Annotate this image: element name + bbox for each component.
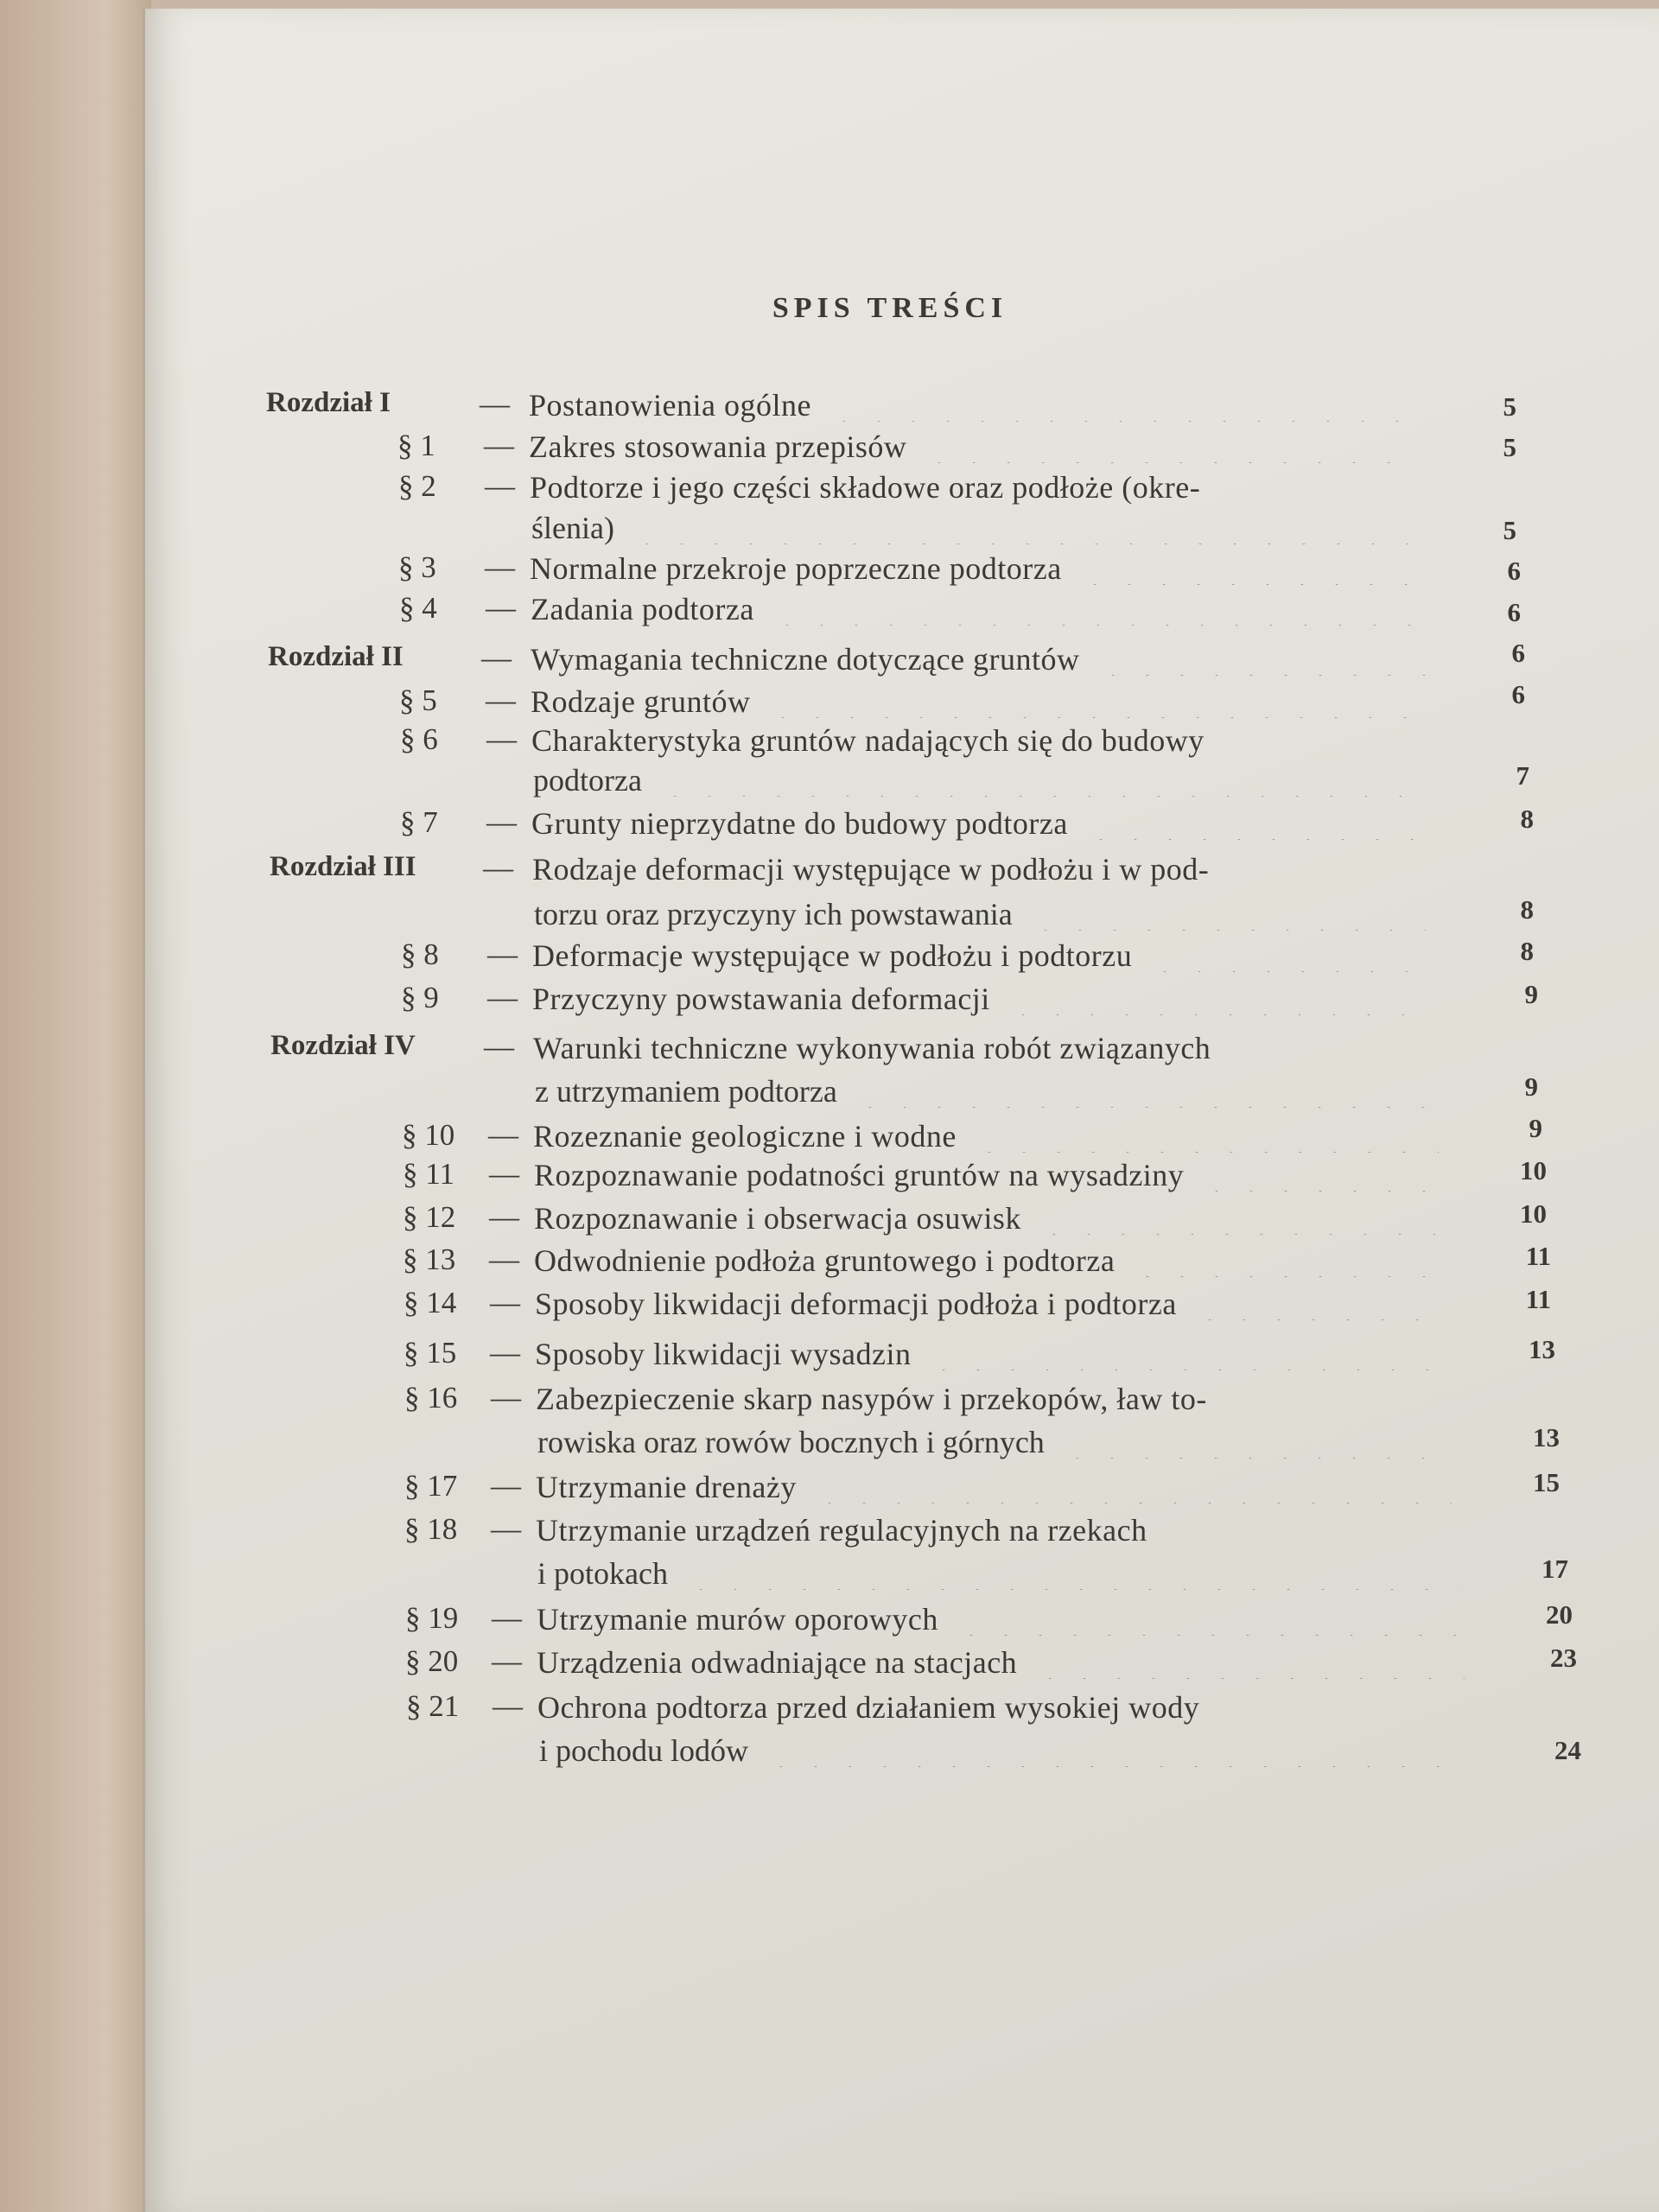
dot-leader — [1006, 981, 1434, 1015]
toc-entry-title: Warunki techniczne wykonywania robót związanych — [533, 1031, 1211, 1065]
dot-leader — [926, 1336, 1447, 1370]
dot-leader — [1037, 1200, 1443, 1235]
dot-leader — [1077, 550, 1417, 585]
toc-dash: — — [487, 938, 518, 971]
toc-entry-title: Odwodnienie podłoża gruntowego i podtorza — [534, 1243, 1116, 1278]
toc-entry-title: Zadania podtorza — [531, 592, 754, 626]
toc-dash: — — [491, 1512, 521, 1546]
toc-entry-label: § 11 — [403, 1157, 454, 1191]
toc-entry-title-continued: i pochodu lodów — [539, 1733, 748, 1768]
toc-dash: — — [491, 1381, 521, 1414]
toc-entry-title-continued: i potokach — [537, 1556, 668, 1591]
dot-leader — [766, 683, 1421, 718]
toc-page-number: 7 — [1516, 760, 1529, 791]
toc-entry-title: Grunty nieprzydatne do budowy podtorza — [531, 806, 1068, 841]
toc-entry-title-continued: ślenia) — [531, 511, 614, 545]
toc-section-entry — [0, 429, 1659, 472]
toc-entry-label: § 2 — [398, 469, 436, 503]
dot-leader — [658, 762, 1426, 797]
toc-dash: — — [491, 1469, 521, 1503]
toc-entry-title: Ochrona podtorza przed działaniem wysokiej wody — [537, 1690, 1200, 1725]
toc-entry-label: § 13 — [403, 1243, 456, 1276]
dot-leader — [770, 591, 1417, 626]
toc-dash: — — [489, 1243, 519, 1276]
toc-dash: — — [484, 429, 514, 462]
toc-section-entry — [0, 1689, 1659, 1732]
toc-page-number: 6 — [1511, 638, 1525, 668]
dot-leader — [922, 429, 1408, 463]
dot-leader — [1096, 641, 1426, 676]
dot-leader — [1084, 805, 1434, 840]
toc-chapter-entry — [0, 1030, 1659, 1073]
toc-dash: — — [485, 469, 515, 503]
toc-dash: — — [484, 1030, 514, 1064]
toc-entry-title: Normalne przekroje poprzeczne podtorza — [530, 551, 1062, 586]
toc-entry-title: Rozpoznawanie podatności gruntów na wysadziny — [534, 1158, 1185, 1192]
toc-entry-title: Sposoby likwidacji wysadzin — [535, 1337, 912, 1371]
dot-leader — [1147, 938, 1434, 972]
toc-entry-label: § 21 — [406, 1689, 460, 1723]
toc-entry-title: Wymagania techniczne dotyczące gruntów — [531, 642, 1080, 677]
toc-entry-title: Urządzenia odwadniające na stacjach — [537, 1645, 1018, 1680]
toc-dash: — — [483, 851, 513, 885]
dot-leader — [812, 1469, 1452, 1503]
toc-entry-label: § 10 — [402, 1118, 455, 1152]
toc-page-number: 8 — [1520, 804, 1534, 834]
dot-leader — [1060, 1424, 1452, 1459]
dot-leader — [1130, 1243, 1443, 1277]
dot-leader — [1199, 1157, 1439, 1192]
toc-entry-title: Rodzaje deformacji występujące w podłożu i w pod- — [532, 852, 1210, 887]
toc-entry-label: § 20 — [405, 1644, 459, 1678]
toc-dash: — — [490, 1286, 520, 1319]
toc-entry-label: Rozdział III — [270, 851, 416, 882]
toc-entry-label: § 3 — [398, 550, 436, 584]
toc-page-number: 13 — [1533, 1422, 1560, 1452]
toc-entry-label: § 16 — [404, 1381, 458, 1414]
toc-page-number: 9 — [1524, 979, 1538, 1009]
toc-entry-title: Zabezpieczenie skarp nasypów i przekopów, ław to- — [536, 1382, 1207, 1416]
toc-entry-title-continued: rowiska oraz rowów bocznych i górnych — [537, 1425, 1045, 1459]
toc-dash: — — [489, 1200, 519, 1234]
toc-page-number: 24 — [1554, 1735, 1581, 1765]
page-title: SPIS TREŚCI — [772, 292, 1008, 324]
toc-dash: — — [492, 1644, 522, 1678]
toc-dash: — — [486, 683, 516, 717]
toc-page-number: 23 — [1550, 1643, 1577, 1673]
toc-entry-label: Rozdział I — [266, 387, 391, 418]
toc-page-number: 6 — [1507, 597, 1521, 627]
toc-dash: — — [486, 722, 517, 756]
toc-page-number: 5 — [1503, 515, 1516, 545]
toc-entry-label: Rozdział II — [268, 641, 404, 672]
toc-section-entry — [0, 722, 1659, 766]
toc-entry-label: § 4 — [399, 591, 437, 625]
toc-entry-title: Postanowienia ogólne — [529, 388, 811, 423]
toc-page-number: 5 — [1503, 391, 1516, 422]
toc-page-number: 8 — [1520, 936, 1534, 966]
toc-section-entry — [0, 1381, 1659, 1424]
toc-entry-title: Podtorze i jego części składowe oraz podłoże (okre- — [530, 470, 1201, 505]
toc-page-number: 10 — [1520, 1198, 1547, 1229]
toc-page-number: 17 — [1541, 1554, 1568, 1584]
toc-entry-title: Rozpoznawanie i obserwacja osuwisk — [534, 1201, 1021, 1236]
toc-entry-title-continued: torzu oraz przyczyny ich powstawania — [534, 897, 1013, 931]
toc-page-number: 8 — [1520, 894, 1534, 925]
toc-entry-title: Rodzaje gruntów — [531, 684, 751, 719]
toc-entry-label: § 5 — [399, 683, 437, 717]
toc-dash: — — [488, 1118, 518, 1152]
toc-entry-title: Sposoby likwidacji deformacji podłoża i podtorza — [535, 1287, 1177, 1321]
toc-entry-title: Charakterystyka gruntów nadających się do budowy — [531, 723, 1205, 758]
dot-leader — [954, 1601, 1460, 1636]
toc-entry-title: Zakres stosowania przepisów — [529, 429, 907, 464]
toc-entry-label: Rozdział IV — [270, 1030, 416, 1061]
toc-dash: — — [486, 591, 516, 625]
toc-entry-label: § 12 — [403, 1200, 456, 1234]
toc-entry-title: Przyczyny powstawania deformacji — [532, 982, 990, 1016]
toc-entry-title-continued: podtorza — [533, 763, 642, 798]
toc-entry-label: § 8 — [401, 938, 439, 971]
toc-dash: — — [486, 805, 517, 839]
toc-entry-title: Utrzymanie urządzeń regulacyjnych na rzekach — [536, 1513, 1147, 1548]
dot-leader — [1033, 1644, 1465, 1679]
dot-leader — [630, 510, 1408, 544]
toc-dash: — — [480, 387, 510, 421]
toc-entry-title: Utrzymanie murów oporowych — [537, 1602, 938, 1637]
toc-page-number: 15 — [1533, 1467, 1560, 1497]
toc-page-number: 20 — [1546, 1599, 1573, 1630]
toc-entry-label: § 19 — [405, 1601, 459, 1635]
toc-entry-title: Utrzymanie drenaży — [536, 1470, 797, 1504]
dot-leader — [1028, 896, 1426, 931]
toc-page-number: 6 — [1507, 556, 1521, 586]
toc-entry-label: § 18 — [404, 1512, 458, 1546]
dot-leader — [972, 1118, 1439, 1153]
toc-dash: — — [481, 641, 512, 675]
toc-page-number: 5 — [1503, 432, 1516, 462]
toc-chapter-entry — [0, 851, 1659, 894]
toc-page-number: 9 — [1529, 1113, 1542, 1143]
toc-entry-label: § 15 — [404, 1336, 457, 1370]
toc-page-number: 13 — [1529, 1334, 1555, 1364]
toc-dash: — — [485, 550, 515, 584]
toc-dash: — — [493, 1689, 523, 1723]
toc-entry-label: § 6 — [400, 722, 438, 756]
toc-page-number: 9 — [1524, 1071, 1538, 1102]
dot-leader — [827, 387, 1408, 422]
dot-leader — [1192, 1286, 1443, 1320]
dot-leader — [764, 1732, 1469, 1767]
toc-entry-label: § 9 — [401, 981, 439, 1014]
toc-entry-title: Deformacje występujące w podłożu i podtorzu — [532, 938, 1133, 973]
toc-section-entry — [0, 1512, 1659, 1555]
dot-leader — [853, 1073, 1434, 1108]
toc-entry-label: § 1 — [397, 429, 435, 462]
toc-dash: — — [487, 981, 518, 1014]
toc-section-entry — [0, 469, 1659, 512]
toc-entry-title: Rozeznanie geologiczne i wodne — [533, 1119, 957, 1154]
toc-entry-title-continued: z utrzymaniem podtorza — [535, 1074, 837, 1109]
toc-page-number: 11 — [1525, 1284, 1551, 1314]
toc-dash: — — [492, 1601, 522, 1635]
toc-entry-label: § 17 — [404, 1469, 458, 1503]
toc-page-number: 10 — [1520, 1155, 1547, 1185]
toc-page-number: 11 — [1525, 1241, 1551, 1271]
toc-page-number: 6 — [1511, 679, 1525, 709]
toc-entry-label: § 7 — [400, 805, 438, 839]
toc-entry-label: § 14 — [404, 1286, 457, 1319]
toc-dash: — — [490, 1336, 520, 1370]
toc-dash: — — [489, 1157, 519, 1191]
dot-leader — [683, 1555, 1460, 1590]
